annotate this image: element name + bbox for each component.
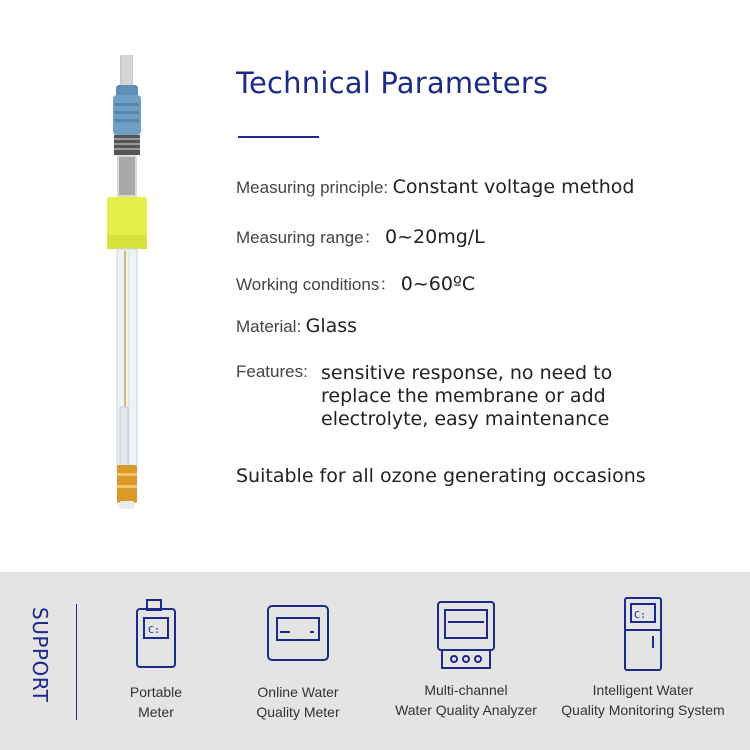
analyzer-icon (434, 600, 498, 670)
features-value (321, 362, 681, 431)
online-meter-icon (266, 604, 330, 662)
param-value: Constant voltage method (392, 176, 635, 198)
support-item-label (556, 680, 730, 720)
support-divider (76, 604, 77, 720)
support-item-label (113, 682, 199, 722)
support-item-line: Intelligent Water (592, 682, 694, 698)
param-value: 0~20mg/L (385, 226, 485, 248)
support-label (20, 605, 60, 730)
page-title: Technical Parameters (236, 66, 549, 100)
support-item-online-meter (243, 604, 353, 722)
svg-text:C:: C: (634, 610, 647, 621)
support-item-label (243, 682, 353, 722)
param-value: 0~60ºC (400, 273, 476, 295)
features-label: Features: (236, 362, 308, 381)
support-item-line: Meter (138, 704, 174, 720)
features-line: electrolyte, easy maintenance (321, 408, 610, 430)
support-item-line: Quality Monitoring System (561, 702, 725, 718)
svg-text:C:: C: (148, 625, 161, 636)
param-row-material (236, 315, 357, 337)
support-item-label (388, 680, 544, 720)
param-value: Glass (305, 315, 358, 337)
param-label: Measuring principle: (236, 178, 389, 197)
support-item-line: Water Quality Analyzer (395, 702, 537, 718)
features-line: replace the membrane or add (321, 385, 606, 407)
support-item-line: Quality Meter (256, 704, 340, 720)
param-label: Material: (236, 317, 302, 336)
support-item-line: Multi-channel (424, 682, 508, 698)
suitable-statement: Suitable for all ozone generating occasions (236, 465, 646, 487)
param-label: Measuring range： (236, 228, 381, 247)
support-label-text: SUPPORT (28, 607, 52, 703)
param-row-principle (236, 176, 634, 198)
support-item-line: Portable (129, 684, 183, 700)
features-label-row (236, 362, 308, 382)
title-underline (238, 136, 319, 138)
monitoring-system-icon (623, 596, 663, 672)
features-line: sensitive response, no need to (321, 362, 613, 384)
support-item-portable-meter (113, 598, 199, 722)
support-item-line: Online Water (257, 684, 339, 700)
ozone-electrode-image (95, 55, 175, 515)
portable-meter-icon (134, 598, 178, 670)
param-row-conditions (236, 270, 475, 295)
support-item-monitoring-system (556, 596, 730, 720)
support-item-analyzer (388, 600, 544, 720)
param-row-range (236, 223, 485, 248)
param-label: Working conditions： (236, 275, 397, 294)
